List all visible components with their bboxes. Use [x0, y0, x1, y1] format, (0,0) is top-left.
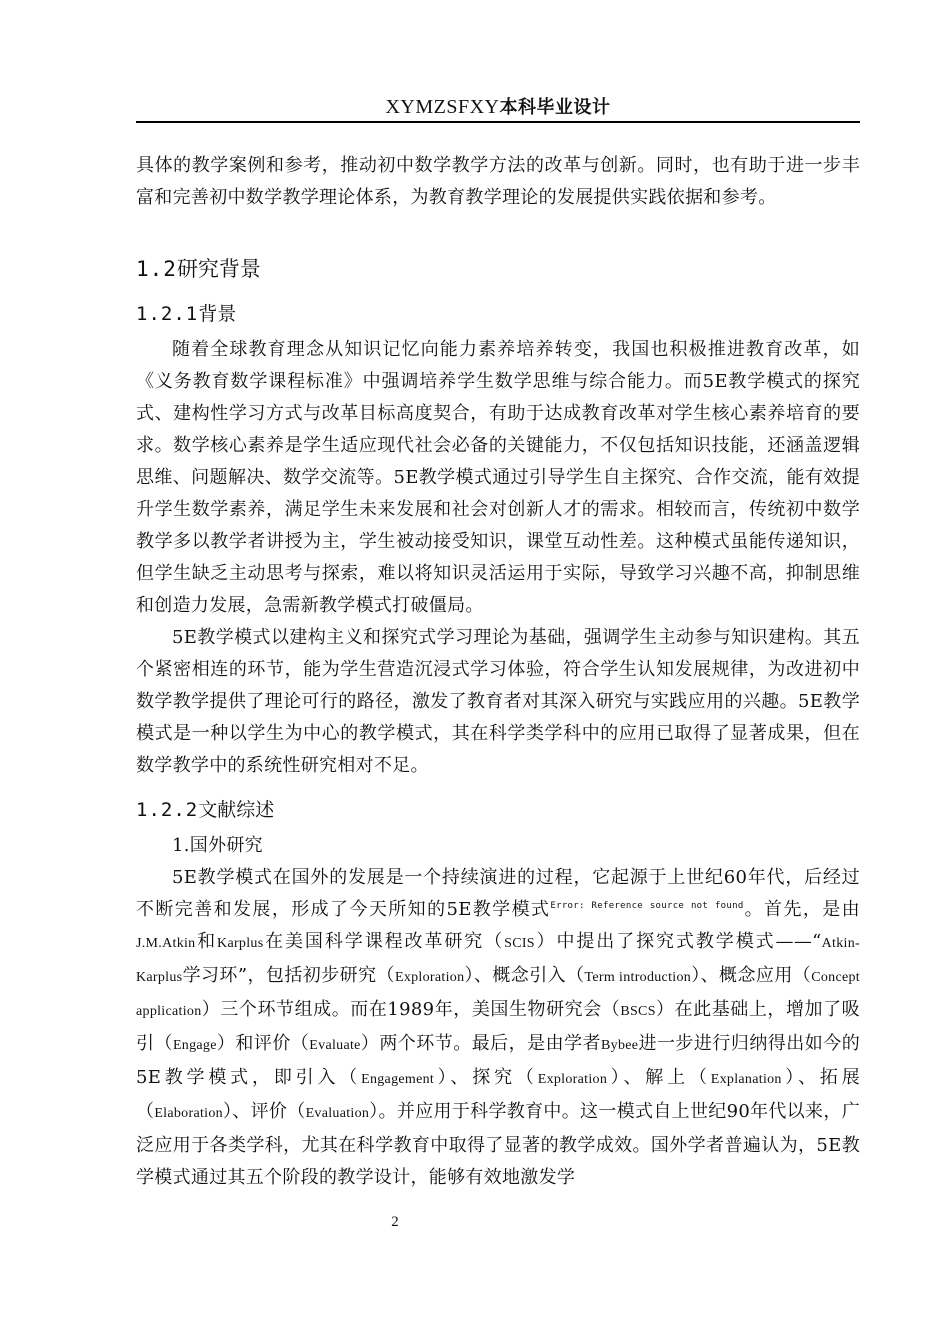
text-run: ）在此基础上，增加了吸引（ [136, 999, 860, 1054]
text-run: ）、概念应用（ [691, 965, 812, 986]
subsection-title: 文献综述 [198, 799, 275, 821]
text-run: 5E教学模式在国外的发展是一个持续演进的过程，它起源于上世纪60年代，后经过不断完善和发展，形成了今天所知的5E教学模式 [136, 867, 860, 920]
text-run: 学习环”，包括初步研究（ [182, 965, 395, 986]
text-run: ）、探究（ [434, 1067, 538, 1088]
text-run: ）、解上（ [607, 1067, 711, 1088]
page-number: 2 [391, 1214, 399, 1230]
text-run: ）、概念引入（ [464, 965, 585, 986]
text-run: ）。并应用于科学教育中。这一模式自上世纪90年代以来，广泛应用于各类学科，尤其在科学教育中取得了显著的教学成效。国外学者普遍认为，5E教学模式通过其五个阶段的教学设计，能够有效地激发学 [136, 1101, 860, 1188]
paragraph-background-2: 5E教学模式以建构主义和探究式学习理论为基础，强调学生主动参与知识建构。其五个紧密相连的环节，能为学生营造沉浸式学习体验，符合学生认知发展规律，为改进初中数学教学提供了理论可行的路径，激发了教育者对其深入研究与实践应用的兴趣。5E教学模式是一种以学生为中心的教学模式，其在科学类学科中的应用已取得了显著成果，但在数学教学中的系统性研究相对不足。 [136, 627, 860, 776]
english-term: Engage [172, 1038, 217, 1053]
document-body [136, 150, 860, 1194]
english-term: Term introduction [584, 970, 692, 985]
text-run: 。首先，是由 [743, 899, 860, 920]
subsection-number: 1.2.1 [136, 303, 199, 325]
header-rule [136, 121, 860, 123]
english-term: SCIS [504, 936, 535, 951]
english-term: Explanation [710, 1072, 782, 1087]
english-term: Exploration [537, 1072, 608, 1087]
section-title: 研究背景 [176, 257, 261, 281]
english-term: Engagement [361, 1072, 435, 1087]
english-term: J.M.Atkin [136, 936, 196, 951]
english-term: Atkin-Karplus [136, 936, 860, 985]
english-term: Karplus [217, 936, 264, 951]
subsection-title: 背景 [198, 303, 237, 325]
subsection-number: 1.2.2 [136, 799, 199, 821]
english-term: BSCS [620, 1004, 656, 1019]
paragraph-background-1: 随着全球教育理念从知识记忆向能力素养培养转变，我国也积极推进教育改革，如《义务教育数学课程标准》中强调培养学生数学思维与综合能力。而5E教学模式的探究式、建构性学习方式与改革目标高度契合，有助于达成教育改革对学生核心素养培育的要求。数学核心素养是学生适应现代社会必备的关键能力，不仅包括知识技能，还涵盖逻辑思维、问题解决、数学交流等。5E教学模式通过引导学生自主探究、合作交流，能有效提升学生数学素养，满足学生未来发展和社会对创新人才的需求。相较而言，传统初中数学教学多以教学者讲授为主，学生被动接受知识，课堂互动性差。这种模式虽能传递知识，但学生缺乏主动思考与探索，难以将知识灵活运用于实际，导致学习兴趣不高，抑制思维和创造力发展，急需新教学模式打破僵局。 [136, 339, 860, 616]
text-run: 进一步进行归纳得出如今的5E教学模式，即引入（ [136, 1033, 860, 1088]
reference-error-superscript: Error: Reference source not found [550, 901, 744, 911]
section-heading-1-2 [136, 252, 860, 286]
list-label-foreign-research: 1.国外研究 [172, 835, 263, 856]
text-run: ）、拓展（ [136, 1067, 861, 1122]
english-term: Evaluate [309, 1038, 361, 1053]
english-term: Evaluation [305, 1106, 370, 1121]
english-term: Elaboration [154, 1106, 223, 1121]
english-term: Concept application [136, 970, 860, 1019]
text-run: ）中提出了探究式教学模式——“ [534, 931, 822, 952]
english-term: Bybee [601, 1038, 639, 1053]
text-run: ）三个环节组成。而在1989年，美国生物研究会（ [201, 999, 621, 1020]
page-header [136, 94, 860, 120]
paragraph-continuation: 具体的教学案例和参考，推动初中数学教学方法的改革与创新。同时，也有助于进一步丰富和完善初中数学教学理论体系，为教育教学理论的发展提供实践依据和参考。 [136, 155, 860, 208]
subsection-heading-1-2-2 [136, 794, 860, 826]
text-run: ）、评价（ [222, 1101, 306, 1122]
text-run: 在美国科学课程改革研究（ [263, 931, 505, 952]
section-number: 1.2 [136, 257, 177, 281]
text-run: 和 [195, 931, 218, 952]
header-title: 本科毕业设计 [499, 97, 611, 118]
header-code: XYMZSFXY [385, 96, 500, 118]
text-run: ）两个环节。最后，是由学者 [360, 1033, 602, 1054]
paragraph-foreign-research [136, 862, 860, 1194]
subsection-heading-1-2-1 [136, 298, 860, 330]
text-run: ）和评价（ [216, 1033, 310, 1054]
english-term: Exploration [394, 970, 465, 985]
